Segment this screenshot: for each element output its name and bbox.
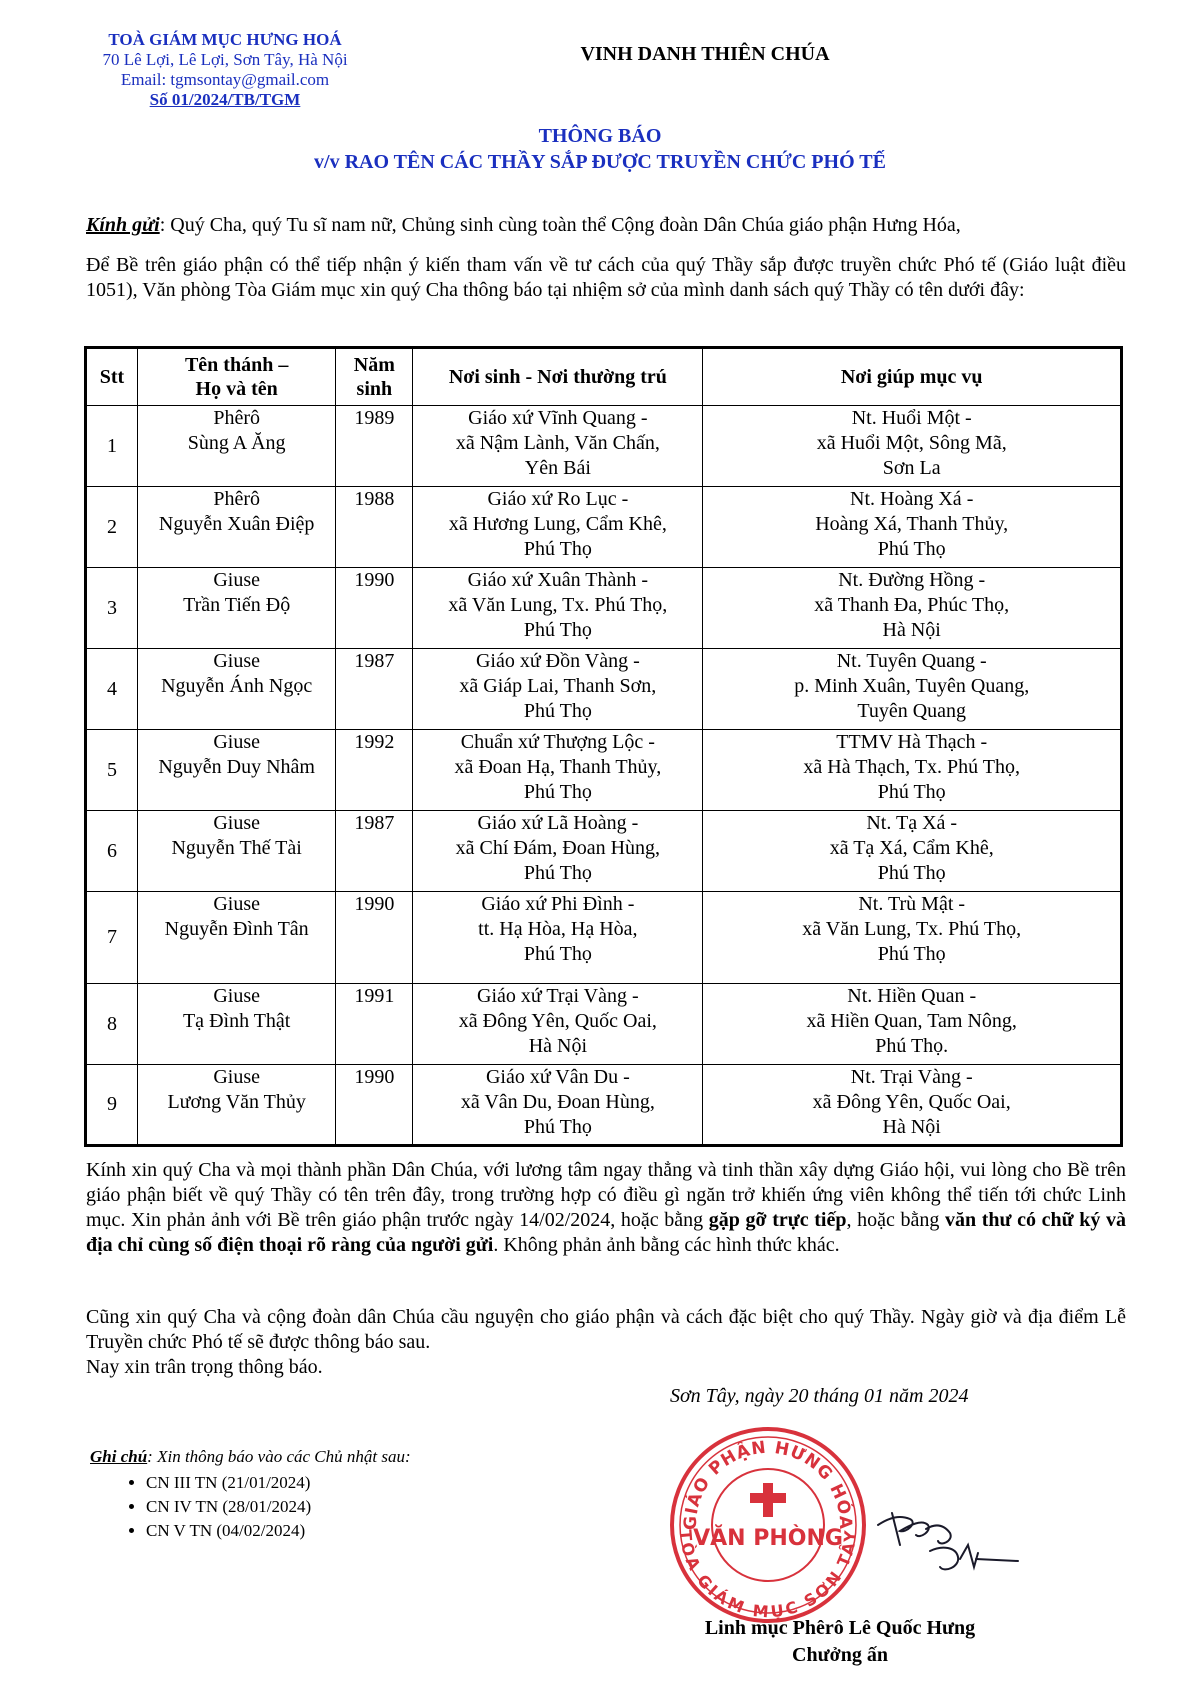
cell-stt: 1 bbox=[86, 406, 138, 487]
issuer-block bbox=[40, 30, 410, 110]
table-row bbox=[86, 487, 1122, 568]
svg-text:TÒA GIÁM MỤC SƠN TÂY: TÒA GIÁM MỤC SƠN TÂY bbox=[675, 1528, 861, 1622]
final-sentence: Nay xin trân trọng thông báo. bbox=[86, 1356, 323, 1378]
sunday-list bbox=[90, 1471, 411, 1543]
header-name: Tên thánh – Họ và tên bbox=[137, 348, 335, 406]
candidate-table bbox=[84, 346, 1123, 1147]
cell-year: 1991 bbox=[336, 984, 413, 1065]
cell-stt: 3 bbox=[86, 568, 138, 649]
cell-stt: 5 bbox=[86, 730, 138, 811]
cell-name: Giuse Trần Tiến Độ bbox=[137, 568, 335, 649]
cell-birthplace: Giáo xứ Vân Du - xã Vân Du, Đoan Hùng, Phú Thọ bbox=[413, 1065, 703, 1146]
table-row bbox=[86, 984, 1122, 1065]
cell-ministry: Nt. Hiền Quan - xã Hiền Quan, Tam Nông, Phú Thọ. bbox=[703, 984, 1122, 1065]
motto: VINH DANH THIÊN CHÚA bbox=[580, 43, 830, 65]
header-year: Năm sinh bbox=[336, 348, 413, 406]
salutation-text: : Quý Cha, quý Tu sĩ nam nữ, Chủng sinh cùng toàn thể Cộng đoàn Dân Chúa giáo phận Hưng Hóa, bbox=[159, 214, 961, 236]
cell-stt: 4 bbox=[86, 649, 138, 730]
svg-text:GIÁO PHẬN HƯNG HÓA: GIÁO PHẬN HƯNG HÓA bbox=[680, 1437, 856, 1531]
emphasis-in-person: gặp gỡ trực tiếp bbox=[708, 1209, 847, 1231]
cell-ministry: TTMV Hà Thạch - xã Hà Thạch, Tx. Phú Thọ, Phú Thọ bbox=[703, 730, 1122, 811]
cell-birthplace: Giáo xứ Xuân Thành - xã Văn Lung, Tx. Phú Thọ, Phú Thọ bbox=[413, 568, 703, 649]
cell-name: Giuse Nguyễn Ánh Ngọc bbox=[137, 649, 335, 730]
cell-birthplace: Giáo xứ Đồn Vàng - xã Giáp Lai, Thanh Sơn, Phú Thọ bbox=[413, 649, 703, 730]
table-row bbox=[86, 892, 1122, 984]
cell-ministry: Nt. Hoàng Xá - Hoàng Xá, Thanh Thủy, Phú Thọ bbox=[703, 487, 1122, 568]
issuer-email: Email: tgmsontay@gmail.com bbox=[120, 70, 330, 89]
cell-year: 1989 bbox=[336, 406, 413, 487]
cell-ministry: Nt. Tạ Xá - xã Tạ Xá, Cẩm Khê, Phú Thọ bbox=[703, 811, 1122, 892]
notes-block bbox=[90, 1445, 411, 1543]
notes-hint: : Xin thông báo vào các Chủ nhật sau: bbox=[147, 1447, 411, 1466]
cell-year: 1992 bbox=[336, 730, 413, 811]
salutation-label: Kính gửi bbox=[86, 214, 160, 236]
office-seal-stamp bbox=[668, 1425, 868, 1625]
cell-birthplace: Giáo xứ Lã Hoàng - xã Chí Đám, Đoan Hùng, Phú Thọ bbox=[413, 811, 703, 892]
cell-birthplace: Chuẩn xứ Thượng Lộc - xã Đoan Hạ, Thanh Thủy, Phú Thọ bbox=[413, 730, 703, 811]
cell-year: 1990 bbox=[336, 1065, 413, 1146]
cell-ministry: Nt. Trù Mật - xã Văn Lung, Tx. Phú Thọ, Phú Thọ bbox=[703, 892, 1122, 984]
cell-stt: 2 bbox=[86, 487, 138, 568]
header-ministry: Nơi giúp mục vụ bbox=[703, 348, 1122, 406]
table-row bbox=[86, 406, 1122, 487]
table-row bbox=[86, 568, 1122, 649]
document-subtitle: v/v RAO TÊN CÁC THẦY SẮP ĐƯỢC TRUYỀN CHỨC PHÓ TẾ bbox=[314, 151, 886, 173]
cell-ministry: Nt. Huổi Một - xã Huổi Một, Sông Mã, Sơn La bbox=[703, 406, 1122, 487]
cell-stt: 9 bbox=[86, 1065, 138, 1146]
title-block bbox=[0, 123, 1200, 175]
cell-year: 1987 bbox=[336, 811, 413, 892]
cell-birthplace: Giáo xứ Trại Vàng - xã Đông Yên, Quốc Oai, Hà Nội bbox=[413, 984, 703, 1065]
cell-name: Phêrô Sùng A Ăng bbox=[137, 406, 335, 487]
list-item: • CN III TN (21/01/2024) bbox=[146, 1471, 411, 1495]
header-birthplace: Nơi sinh - Nơi thường trú bbox=[413, 348, 703, 406]
salutation bbox=[86, 213, 1126, 238]
cell-birthplace: Giáo xứ Phi Đình - tt. Hạ Hòa, Hạ Hòa, Phú Thọ bbox=[413, 892, 703, 984]
date-line: Sơn Tây, ngày 20 tháng 01 năm 2024 bbox=[670, 1385, 969, 1407]
issuer-address: 70 Lê Lợi, Lê Lợi, Sơn Tây, Hà Nội bbox=[102, 50, 348, 69]
cell-name: Giuse Lương Văn Thủy bbox=[137, 1065, 335, 1146]
issuer-name: TOÀ GIÁM MỤC HƯNG HOÁ bbox=[108, 30, 342, 49]
table-header-row bbox=[86, 348, 1122, 406]
cell-name: Giuse Nguyễn Đình Tân bbox=[137, 892, 335, 984]
cell-ministry: Nt. Tuyên Quang - p. Minh Xuân, Tuyên Quang, Tuyên Quang bbox=[703, 649, 1122, 730]
cell-birthplace: Giáo xứ Ro Lục - xã Hương Lung, Cẩm Khê, Phú Thọ bbox=[413, 487, 703, 568]
list-item: • CN IV TN (28/01/2024) bbox=[146, 1495, 411, 1519]
signer-name: Linh mục Phêrô Lê Quốc Hưng bbox=[704, 1617, 976, 1639]
prayer-request: Cũng xin quý Cha và cộng đoàn dân Chúa cầu nguyện cho giáo phận và cách đặc biệt cho quý Thầy. Ngày giờ và địa điểm Lễ Truyền chức Phó tế sẽ được thông báo sau. bbox=[86, 1306, 1126, 1353]
document-number: Số 01/2024/TB/TGM bbox=[149, 90, 301, 109]
handwritten-signature bbox=[870, 1495, 1020, 1585]
cell-name: Giuse Nguyễn Duy Nhâm bbox=[137, 730, 335, 811]
header-stt: Stt bbox=[86, 348, 138, 406]
cell-name: Giuse Tạ Đình Thật bbox=[137, 984, 335, 1065]
cell-year: 1988 bbox=[336, 487, 413, 568]
cell-ministry: Nt. Đường Hồng - xã Thanh Đa, Phúc Thọ, Hà Nội bbox=[703, 568, 1122, 649]
cell-stt: 7 bbox=[86, 892, 138, 984]
table-row bbox=[86, 811, 1122, 892]
cell-year: 1990 bbox=[336, 568, 413, 649]
document-title: THÔNG BÁO bbox=[538, 125, 662, 147]
signer-block bbox=[640, 1615, 1040, 1669]
notes-label: Ghi chú bbox=[90, 1447, 148, 1466]
cell-name: Giuse Nguyễn Thế Tài bbox=[137, 811, 335, 892]
signer-role: Chưởng ấn bbox=[792, 1644, 888, 1666]
closing-paragraph-2 bbox=[86, 1305, 1126, 1380]
svg-text:VĂN PHÒNG: VĂN PHÒNG bbox=[693, 1526, 843, 1551]
intro-paragraph: Để Bề trên giáo phận có thể tiếp nhận ý kiến tham vấn về tư cách của quý Thầy sắp được truyền chức Phó tế (Giáo luật điều 1051), Văn phòng Tòa Giám mục xin quý Cha thông báo tại nhiệm sở của mình danh sách quý Thầy có tên dưới đây: bbox=[86, 254, 1126, 301]
cell-ministry: Nt. Trại Vàng - xã Đông Yên, Quốc Oai, Hà Nội bbox=[703, 1065, 1122, 1146]
cell-birthplace: Giáo xứ Vĩnh Quang - xã Nậm Lành, Văn Chấn, Yên Bái bbox=[413, 406, 703, 487]
cell-stt: 8 bbox=[86, 984, 138, 1065]
cell-stt: 6 bbox=[86, 811, 138, 892]
list-item: • CN V TN (04/02/2024) bbox=[146, 1519, 411, 1543]
emphasis-signed-letter: văn thư có chữ ký và địa chỉ cùng số điện thoại rõ ràng của người gửi bbox=[86, 1209, 1126, 1256]
cell-name: Phêrô Nguyễn Xuân Điệp bbox=[137, 487, 335, 568]
table-row bbox=[86, 649, 1122, 730]
cell-year: 1990 bbox=[336, 892, 413, 984]
table-row bbox=[86, 1065, 1122, 1146]
cell-year: 1987 bbox=[336, 649, 413, 730]
table-row bbox=[86, 730, 1122, 811]
closing-paragraph-1: Kính xin quý Cha và mọi thành phần Dân Chúa, với lương tâm ngay thẳng và tinh thần xây dựng Giáo hội, vui lòng cho Bề trên giáo phận biết về quý Thầy có tên trên đây, trong trường hợp có điều gì ngăn trở khiến ứng viên không thể tiến tới chức Linh mục. Xin phản ảnh với Bề trên giáo phận trước ngày 14/02/2024, hoặc bằng gặp gỡ trực tiếp, hoặc bằng văn thư có chữ ký và địa chỉ cùng số điện thoại rõ ràng của người gửi. Không phản ảnh bằng các hình thức khác. bbox=[86, 1159, 1126, 1256]
